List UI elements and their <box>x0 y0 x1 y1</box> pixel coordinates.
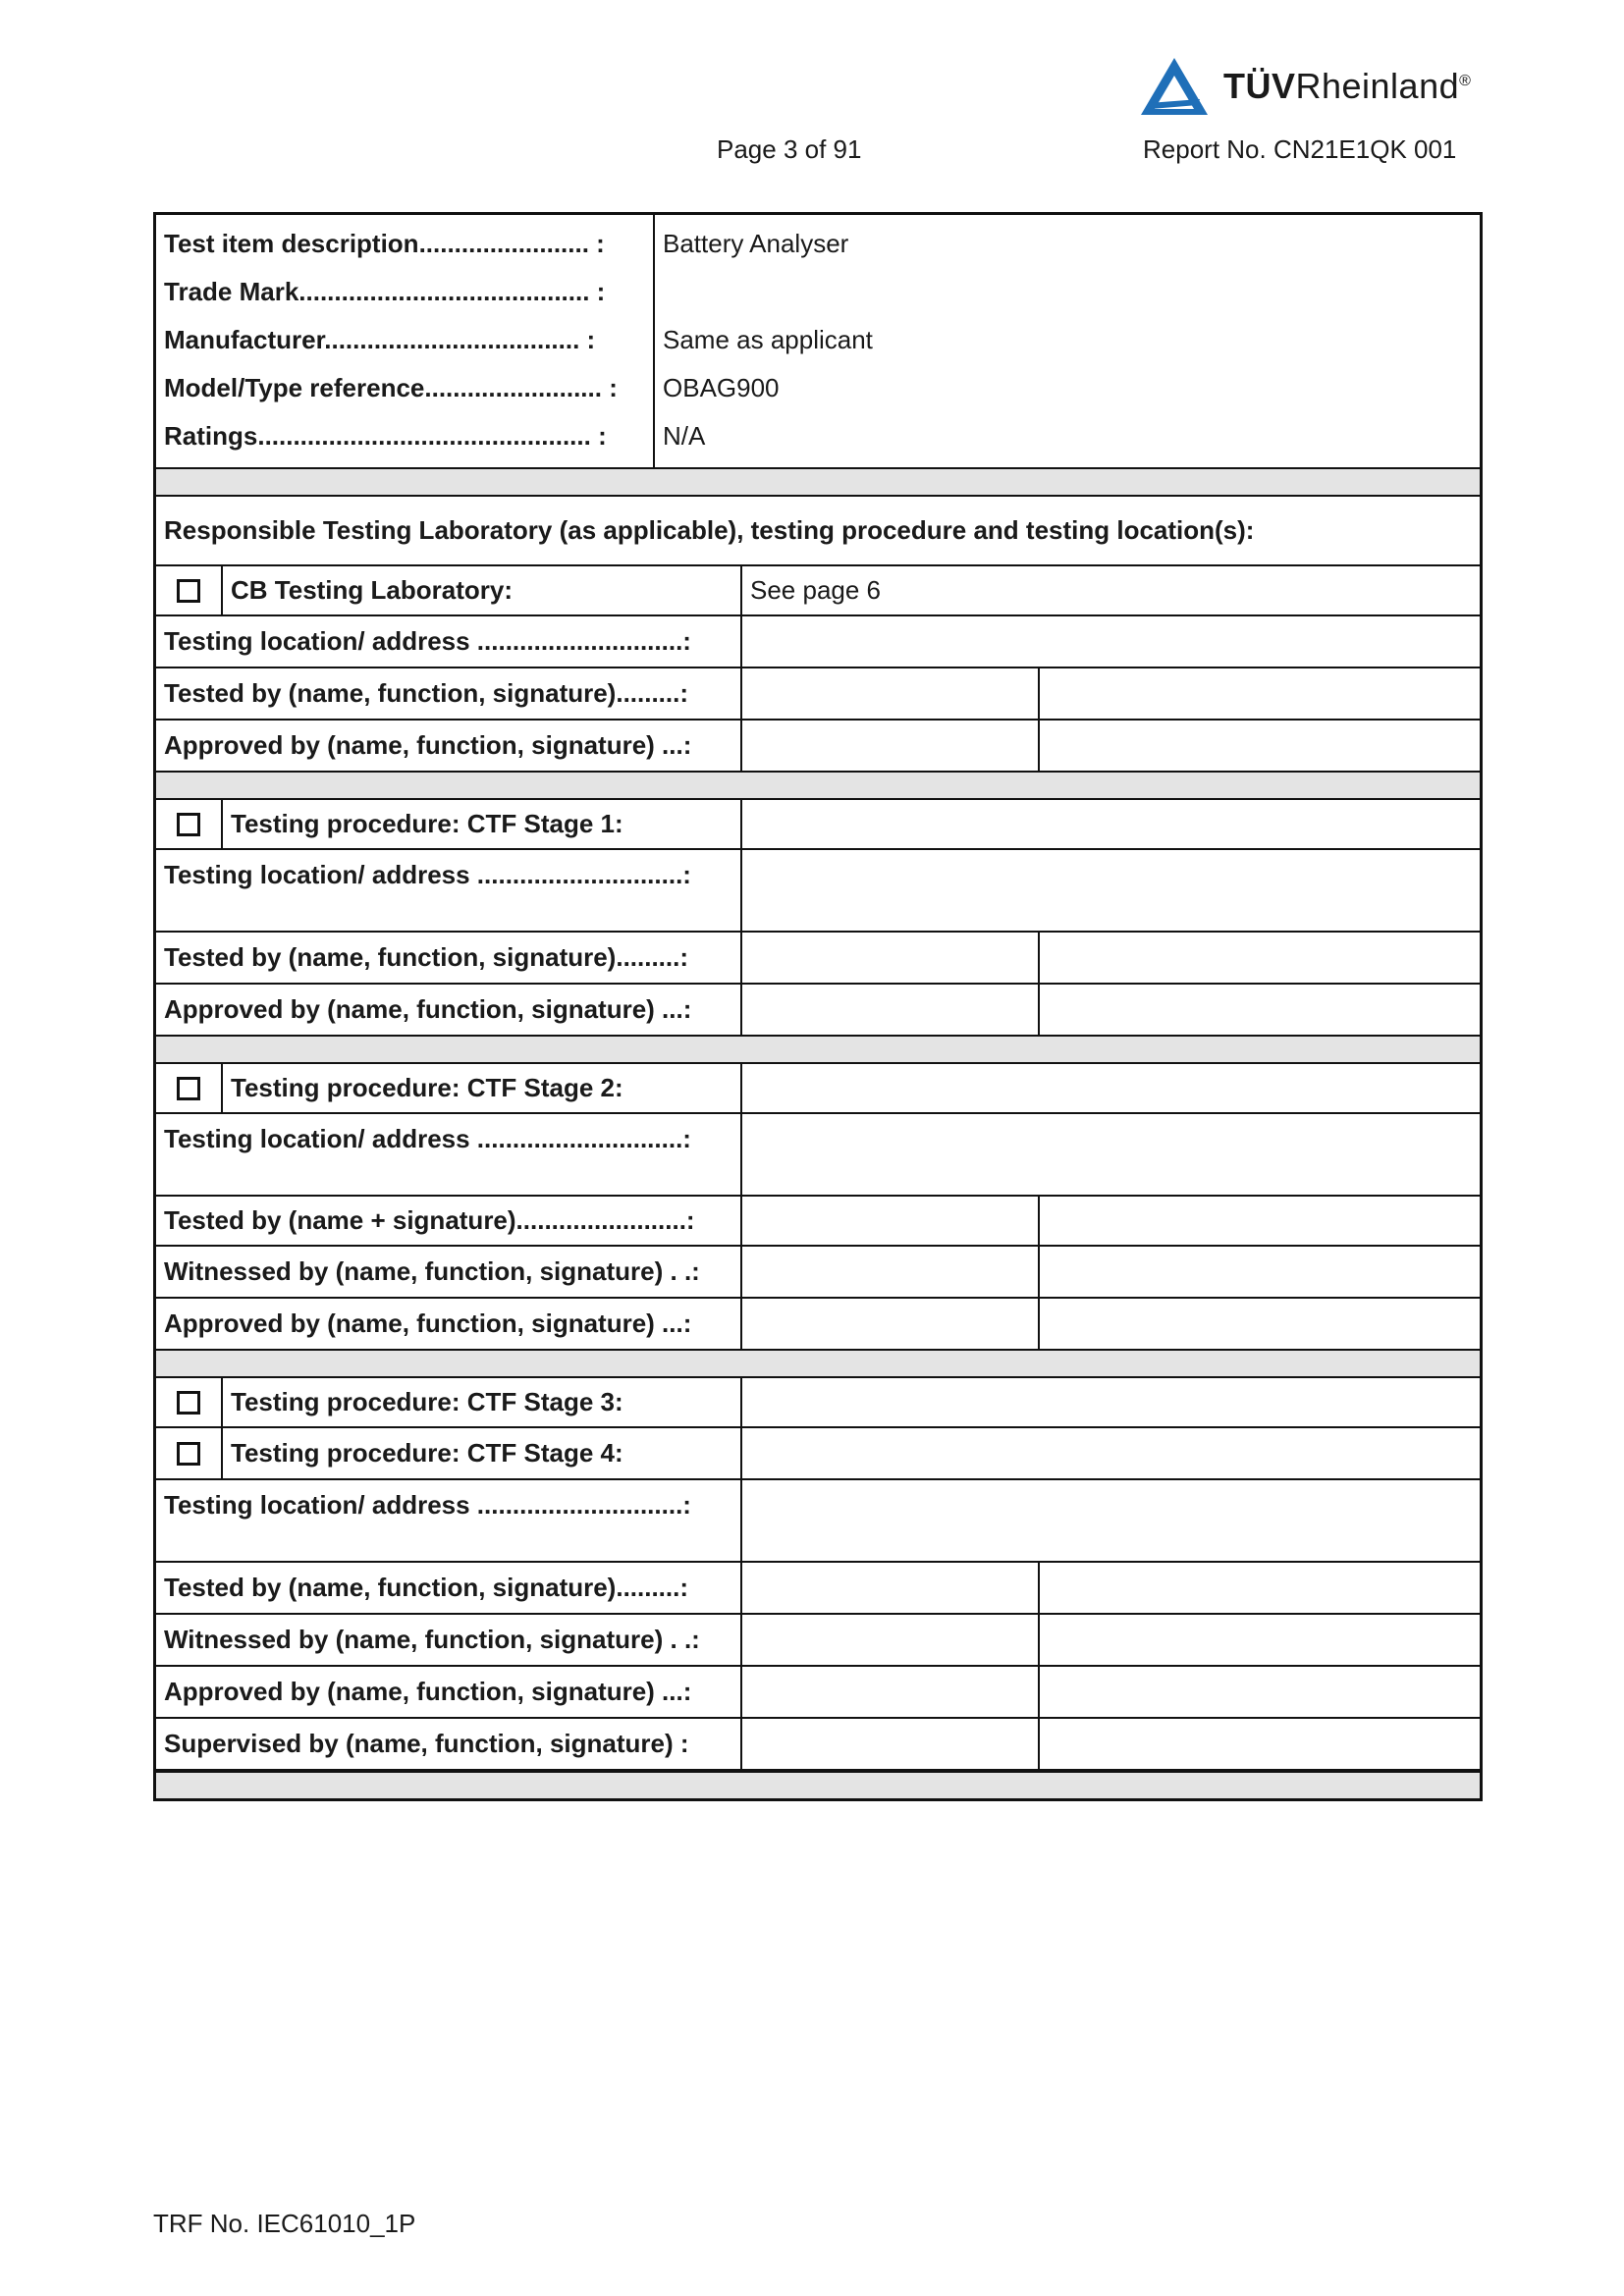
stage34-supervised-label: Supervised by (name, function, signature) : <box>156 1719 742 1769</box>
stage2-witnessed-signature[interactable] <box>1040 1247 1480 1297</box>
stage1-checkbox[interactable] <box>156 800 223 848</box>
cb-tested-name[interactable] <box>742 668 1040 719</box>
label-manufacturer: Manufacturer.................................... : <box>164 325 596 354</box>
stage34-location-label: Testing location/ address .............................: <box>156 1480 742 1561</box>
stage4-value[interactable] <box>742 1428 1480 1478</box>
stage2-location-value[interactable] <box>742 1114 1480 1195</box>
stage2-approved-row <box>156 1299 1480 1351</box>
separator <box>156 773 1480 800</box>
tuv-rheinland-logo <box>1139 51 1471 122</box>
value-model: OBAG900 <box>663 373 780 402</box>
stage34-supervised-row <box>156 1719 1480 1771</box>
stage1-label <box>156 800 742 848</box>
value-trade-mark <box>663 269 1472 317</box>
stage3-row <box>156 1378 1480 1428</box>
stage2-checkbox[interactable] <box>156 1064 223 1112</box>
logo-tuv: TÜV <box>1223 66 1296 106</box>
cb-lab-label <box>156 566 742 614</box>
cb-approved-row <box>156 721 1480 773</box>
stage2-approved-label: Approved by (name, function, signature) ...: <box>156 1299 742 1349</box>
stage4-label <box>156 1428 742 1478</box>
stage2-tested-label: Tested by (name + signature)........................: <box>156 1197 742 1245</box>
stage34-tested-name[interactable] <box>742 1563 1040 1613</box>
stage1-approved-name[interactable] <box>742 985 1040 1035</box>
stage1-approved-row <box>156 985 1480 1037</box>
stage34-location-value[interactable] <box>742 1480 1480 1561</box>
cb-lab-title: CB Testing Laboratory: <box>231 575 513 605</box>
stage1-approved-signature[interactable] <box>1040 985 1480 1035</box>
stage2-tested-signature[interactable] <box>1040 1197 1480 1245</box>
cb-location-row <box>156 616 1480 668</box>
separator <box>156 1771 1480 1798</box>
test-item-section <box>156 215 1480 469</box>
stage34-approved-signature[interactable] <box>1040 1667 1480 1717</box>
stage2-row <box>156 1064 1480 1114</box>
separator <box>156 1351 1480 1378</box>
cb-lab-value: See page 6 <box>750 575 882 605</box>
label-model: Model/Type reference......................... : <box>164 373 618 402</box>
stage34-location-row <box>156 1480 1480 1563</box>
stage2-witnessed-label: Witnessed by (name, function, signature) . .: <box>156 1247 742 1297</box>
trf-number: TRF No. IEC61010_1P <box>153 2209 416 2238</box>
stage34-witnessed-row <box>156 1615 1480 1667</box>
cb-lab-checkbox[interactable] <box>156 566 223 614</box>
checkbox-icon <box>177 579 200 603</box>
stage1-title: Testing procedure: CTF Stage 1: <box>231 809 623 838</box>
stage3-label <box>156 1378 742 1426</box>
test-item-labels <box>156 215 655 467</box>
stage1-approved-label: Approved by (name, function, signature) ...: <box>156 985 742 1035</box>
separator <box>156 1037 1480 1064</box>
logo-registered: ® <box>1459 73 1472 89</box>
checkbox-icon <box>177 1442 200 1466</box>
cb-location-value[interactable] <box>742 616 1480 667</box>
cb-approved-name[interactable] <box>742 721 1040 771</box>
stage1-tested-signature[interactable] <box>1040 933 1480 983</box>
stage34-witnessed-signature[interactable] <box>1040 1615 1480 1665</box>
stage34-tested-signature[interactable] <box>1040 1563 1480 1613</box>
report-number: Report No. CN21E1QK 001 <box>1143 134 1457 164</box>
label-ratings: Ratings............................................... : <box>164 421 607 451</box>
cb-tested-label: Tested by (name, function, signature).........: <box>156 668 742 719</box>
cb-approved-signature[interactable] <box>1040 721 1480 771</box>
stage1-row <box>156 800 1480 850</box>
page-number: Page 3 of 91 <box>717 134 862 164</box>
cb-tested-row <box>156 668 1480 721</box>
stage3-value[interactable] <box>742 1378 1480 1426</box>
stage3-checkbox[interactable] <box>156 1378 223 1426</box>
stage2-approved-name[interactable] <box>742 1299 1040 1349</box>
stage2-title: Testing procedure: CTF Stage 2: <box>231 1073 623 1102</box>
test-info-table <box>153 212 1483 1801</box>
stage1-location-value[interactable] <box>742 850 1480 931</box>
stage34-supervised-name[interactable] <box>742 1719 1040 1769</box>
stage4-title: Testing procedure: CTF Stage 4: <box>231 1438 623 1468</box>
stage4-row <box>156 1428 1480 1480</box>
logo-wordmark <box>1223 66 1471 107</box>
cb-tested-signature[interactable] <box>1040 668 1480 719</box>
stage2-label <box>156 1064 742 1112</box>
separator <box>156 469 1480 497</box>
stage2-location-label: Testing location/ address .............................: <box>156 1114 742 1195</box>
stage1-tested-label: Tested by (name, function, signature).........: <box>156 933 742 983</box>
checkbox-icon <box>177 1077 200 1100</box>
stage34-tested-label: Tested by (name, function, signature).........: <box>156 1563 742 1613</box>
checkbox-icon <box>177 1391 200 1415</box>
stage1-value[interactable] <box>742 800 1480 848</box>
stage1-tested-row <box>156 933 1480 985</box>
stage2-tested-name[interactable] <box>742 1197 1040 1245</box>
stage4-checkbox[interactable] <box>156 1428 223 1478</box>
stage1-location-label: Testing location/ address .............................: <box>156 850 742 931</box>
lab-heading: Responsible Testing Laboratory (as applicable), testing procedure and testing location(s): <box>156 497 1480 566</box>
value-test-item: Battery Analyser <box>663 229 849 258</box>
stage2-witnessed-name[interactable] <box>742 1247 1040 1297</box>
stage34-tested-row <box>156 1563 1480 1615</box>
stage34-approved-label: Approved by (name, function, signature) ...: <box>156 1667 742 1717</box>
stage1-location-row <box>156 850 1480 933</box>
stage1-tested-name[interactable] <box>742 933 1040 983</box>
value-manufacturer: Same as applicant <box>663 325 873 354</box>
stage2-location-row <box>156 1114 1480 1197</box>
cb-approved-label: Approved by (name, function, signature) ...: <box>156 721 742 771</box>
cb-lab-row <box>156 566 1480 616</box>
stage34-witnessed-name[interactable] <box>742 1615 1040 1665</box>
label-trade-mark: Trade Mark......................................... : <box>164 277 606 306</box>
stage2-witnessed-row <box>156 1247 1480 1299</box>
value-ratings: N/A <box>663 421 706 451</box>
stage3-title: Testing procedure: CTF Stage 3: <box>231 1387 623 1416</box>
cb-location-label: Testing location/ address .............................: <box>156 616 742 667</box>
stage34-approved-name[interactable] <box>742 1667 1040 1717</box>
logo-rheinland: Rheinland <box>1295 66 1460 106</box>
tuv-triangle-icon <box>1139 54 1210 119</box>
checkbox-icon <box>177 813 200 836</box>
stage34-approved-row <box>156 1667 1480 1719</box>
stage34-witnessed-label: Witnessed by (name, function, signature) . .: <box>156 1615 742 1665</box>
test-item-values <box>655 215 1480 467</box>
stage2-approved-signature[interactable] <box>1040 1299 1480 1349</box>
stage2-value[interactable] <box>742 1064 1480 1112</box>
stage34-supervised-signature[interactable] <box>1040 1719 1480 1769</box>
stage2-tested-row <box>156 1197 1480 1247</box>
label-test-item: Test item description........................ : <box>164 229 605 258</box>
